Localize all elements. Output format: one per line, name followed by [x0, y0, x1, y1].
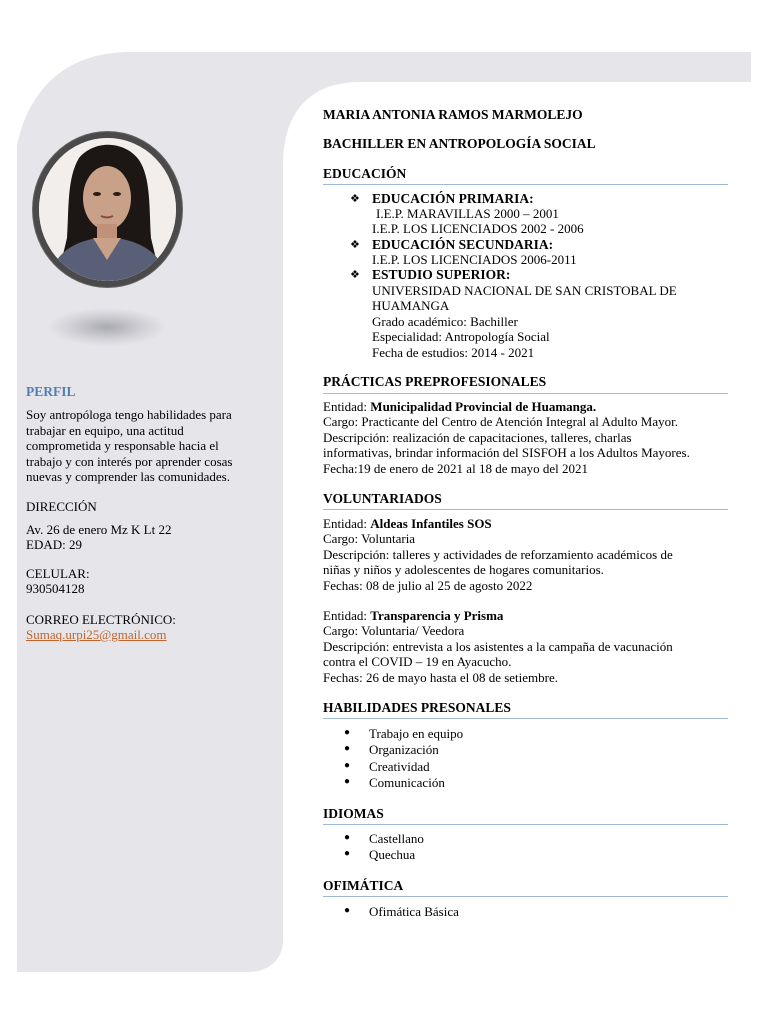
perfil-heading: PERFIL	[26, 384, 76, 399]
ofimatica-item: Ofimática Básica	[369, 904, 459, 919]
voluntariados-heading: VOLUNTARIADOS	[323, 491, 442, 506]
section-divider	[323, 184, 728, 185]
practicas-line: Descripción: realización de capacitaciones, talleres, charlas	[323, 429, 632, 445]
perfil-line: trabajar en equipo, una actitud	[26, 422, 184, 438]
bullet-icon: ●	[344, 776, 351, 787]
primaria-line: I.E.P. MARAVILLAS 2000 – 2001	[376, 206, 559, 221]
practicas-line: informativas, brindar información del SISFOH a los Adultos Mayores.	[323, 445, 690, 461]
v1-line: niñas y niños y adolescentes de hogares comunitarios.	[323, 562, 604, 578]
perfil-text	[26, 407, 266, 485]
entidad-label: Entidad:	[323, 608, 371, 623]
profile-photo	[39, 138, 176, 281]
direccion-label: DIRECCIÓN	[26, 499, 97, 514]
full-name: MARIA ANTONIA RAMOS MARMOLEJO	[323, 107, 583, 122]
superior-line: Fecha de estudios: 2014 - 2021	[372, 344, 535, 360]
v1-line: Descripción: talleres y actividades de reforzamiento académicos de	[323, 546, 673, 562]
entidad-label: Entidad:	[323, 516, 371, 531]
superior-text	[372, 283, 728, 360]
entidad-label: Entidad:	[323, 399, 371, 414]
v2-entidad	[323, 608, 728, 623]
celular-label: CELULAR:	[26, 566, 90, 581]
idioma-item: Quechua	[369, 847, 416, 862]
habilidad-item: Trabajo en equipo	[369, 726, 464, 741]
habilidad-item: Comunicación	[369, 775, 445, 790]
section-divider	[323, 718, 728, 719]
voluntariado-1	[323, 516, 728, 593]
superior-line: HUAMANGA	[372, 298, 450, 314]
primaria-line: I.E.P. LOS LICENCIADOS 2002 - 2006	[372, 221, 584, 236]
superior-line: Especialidad: Antropología Social	[372, 329, 550, 345]
correo-label: CORREO ELECTRÓNICO:	[26, 612, 176, 627]
photo-shadow	[48, 308, 166, 346]
voluntariado-2	[323, 608, 728, 685]
bullet-icon: ●	[344, 905, 351, 916]
entidad-value: Transparencia y Prisma	[370, 608, 504, 623]
celular-value: 930504128	[26, 581, 85, 596]
v2-line: contra el COVID – 19 en Ayacucho.	[323, 654, 512, 670]
superior-title: ESTUDIO SUPERIOR:	[372, 267, 511, 282]
superior-line: UNIVERSIDAD NACIONAL DE SAN CRISTOBAL DE	[372, 283, 677, 298]
section-divider	[323, 824, 728, 825]
secundaria-title: EDUCACIÓN SECUNDARIA:	[372, 237, 554, 252]
idiomas-heading: IDIOMAS	[323, 806, 384, 821]
habilidades-heading: HABILIDADES PRESONALES	[323, 700, 511, 715]
idioma-item: Castellano	[369, 831, 424, 846]
practicas-block	[323, 399, 728, 476]
bullet-icon: ●	[344, 760, 351, 771]
person-portrait-icon	[39, 138, 176, 281]
v2-line: Fechas: 26 de mayo hasta el 08 de setiembre.	[323, 669, 559, 685]
entidad-value: Municipalidad Provincial de Huamanga.	[370, 399, 597, 414]
section-divider	[323, 509, 728, 510]
practicas-line: Cargo: Practicante del Centro de Atención Integral al Adulto Mayor.	[323, 414, 678, 430]
direccion-value: Av. 26 de enero Mz K Lt 22	[26, 522, 172, 537]
v2-line: Descripción: entrevista a los asistentes a la campaña de vacunación	[323, 638, 673, 654]
diamond-bullet-icon: ❖	[350, 269, 360, 281]
educacion-heading: EDUCACIÓN	[323, 166, 407, 181]
v1-line: Cargo: Voluntaria	[323, 531, 416, 547]
habilidad-item: Creatividad	[369, 759, 430, 774]
v1-line: Fechas: 08 de julio al 25 de agosto 2022	[323, 577, 533, 593]
v2-line: Cargo: Voluntaria/ Veedora	[323, 623, 465, 639]
superior-line: Grado académico: Bachiller	[372, 313, 518, 329]
bullet-icon: ●	[344, 743, 351, 754]
email-link[interactable]: Sumaq.urpi25@gmail.com	[26, 627, 167, 642]
diamond-bullet-icon: ❖	[350, 193, 360, 205]
ofimatica-heading: OFIMÁTICA	[323, 878, 404, 893]
primaria-title: EDUCACIÓN PRIMARIA:	[372, 191, 534, 206]
habilidad-item: Organización	[369, 742, 439, 757]
profile-photo-frame	[33, 132, 182, 287]
perfil-line: trabajo y con interés por aprender cosas	[26, 453, 233, 469]
diamond-bullet-icon: ❖	[350, 239, 360, 251]
practicas-line: Fecha:19 de enero de 2021 al 18 de mayo del 2021	[323, 460, 588, 476]
v1-entidad	[323, 516, 728, 531]
secundaria-line: I.E.P. LOS LICENCIADOS 2006-2011	[372, 252, 577, 267]
edad-value: EDAD: 29	[26, 537, 82, 552]
practicas-heading: PRÁCTICAS PREPROFESIONALES	[323, 374, 547, 389]
degree-title: BACHILLER EN ANTROPOLOGÍA SOCIAL	[323, 136, 596, 151]
perfil-line: nuevas y comprender las comunidades.	[26, 469, 230, 484]
bullet-icon: ●	[344, 832, 351, 843]
perfil-line: comprometida y responsable hacia el	[26, 438, 219, 453]
bullet-icon: ●	[344, 848, 351, 859]
entidad-value: Aldeas Infantiles SOS	[370, 516, 492, 531]
practicas-entidad	[323, 399, 728, 414]
perfil-line: Soy antropóloga tengo habilidades para	[26, 407, 232, 422]
section-divider	[323, 896, 728, 897]
bullet-icon: ●	[344, 727, 351, 738]
section-divider	[323, 393, 728, 394]
